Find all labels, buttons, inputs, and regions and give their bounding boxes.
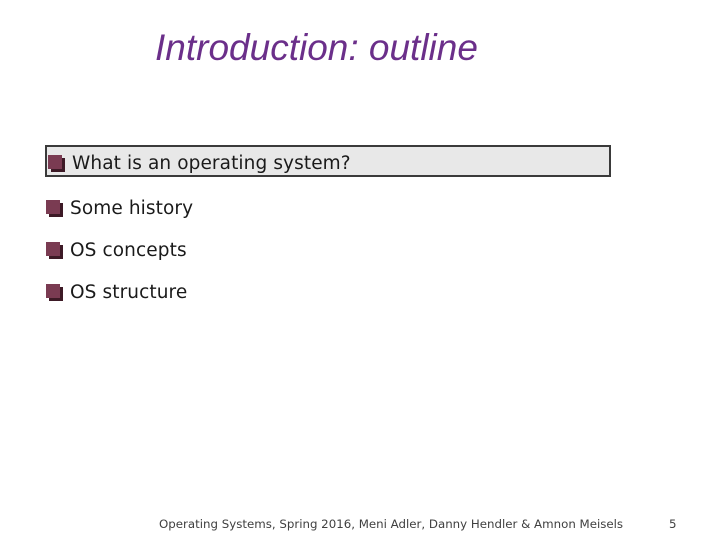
square-bullet-icon: [47, 153, 66, 173]
square-bullet-icon: [45, 240, 64, 260]
slide-title: Introduction: outline: [155, 27, 478, 68]
square-bullet-icon: [45, 198, 64, 218]
outline-item-label: OS concepts: [70, 239, 187, 261]
outline-item-what-is-os: [45, 145, 611, 177]
square-bullet-icon: [45, 282, 64, 302]
page-number: 5: [669, 517, 677, 531]
outline-item-os-structure: [45, 271, 611, 313]
outline-list: [45, 145, 611, 313]
outline-item-some-history: [45, 187, 611, 229]
outline-item-label: OS structure: [70, 281, 188, 303]
slide-footer: Operating Systems, Spring 2016, Meni Adler, Danny Hendler & Amnon Meisels: [159, 517, 624, 531]
outline-item-label: Some history: [70, 197, 194, 219]
outline-item-os-concepts: [45, 229, 611, 271]
outline-item-label: What is an operating system?: [72, 152, 351, 174]
